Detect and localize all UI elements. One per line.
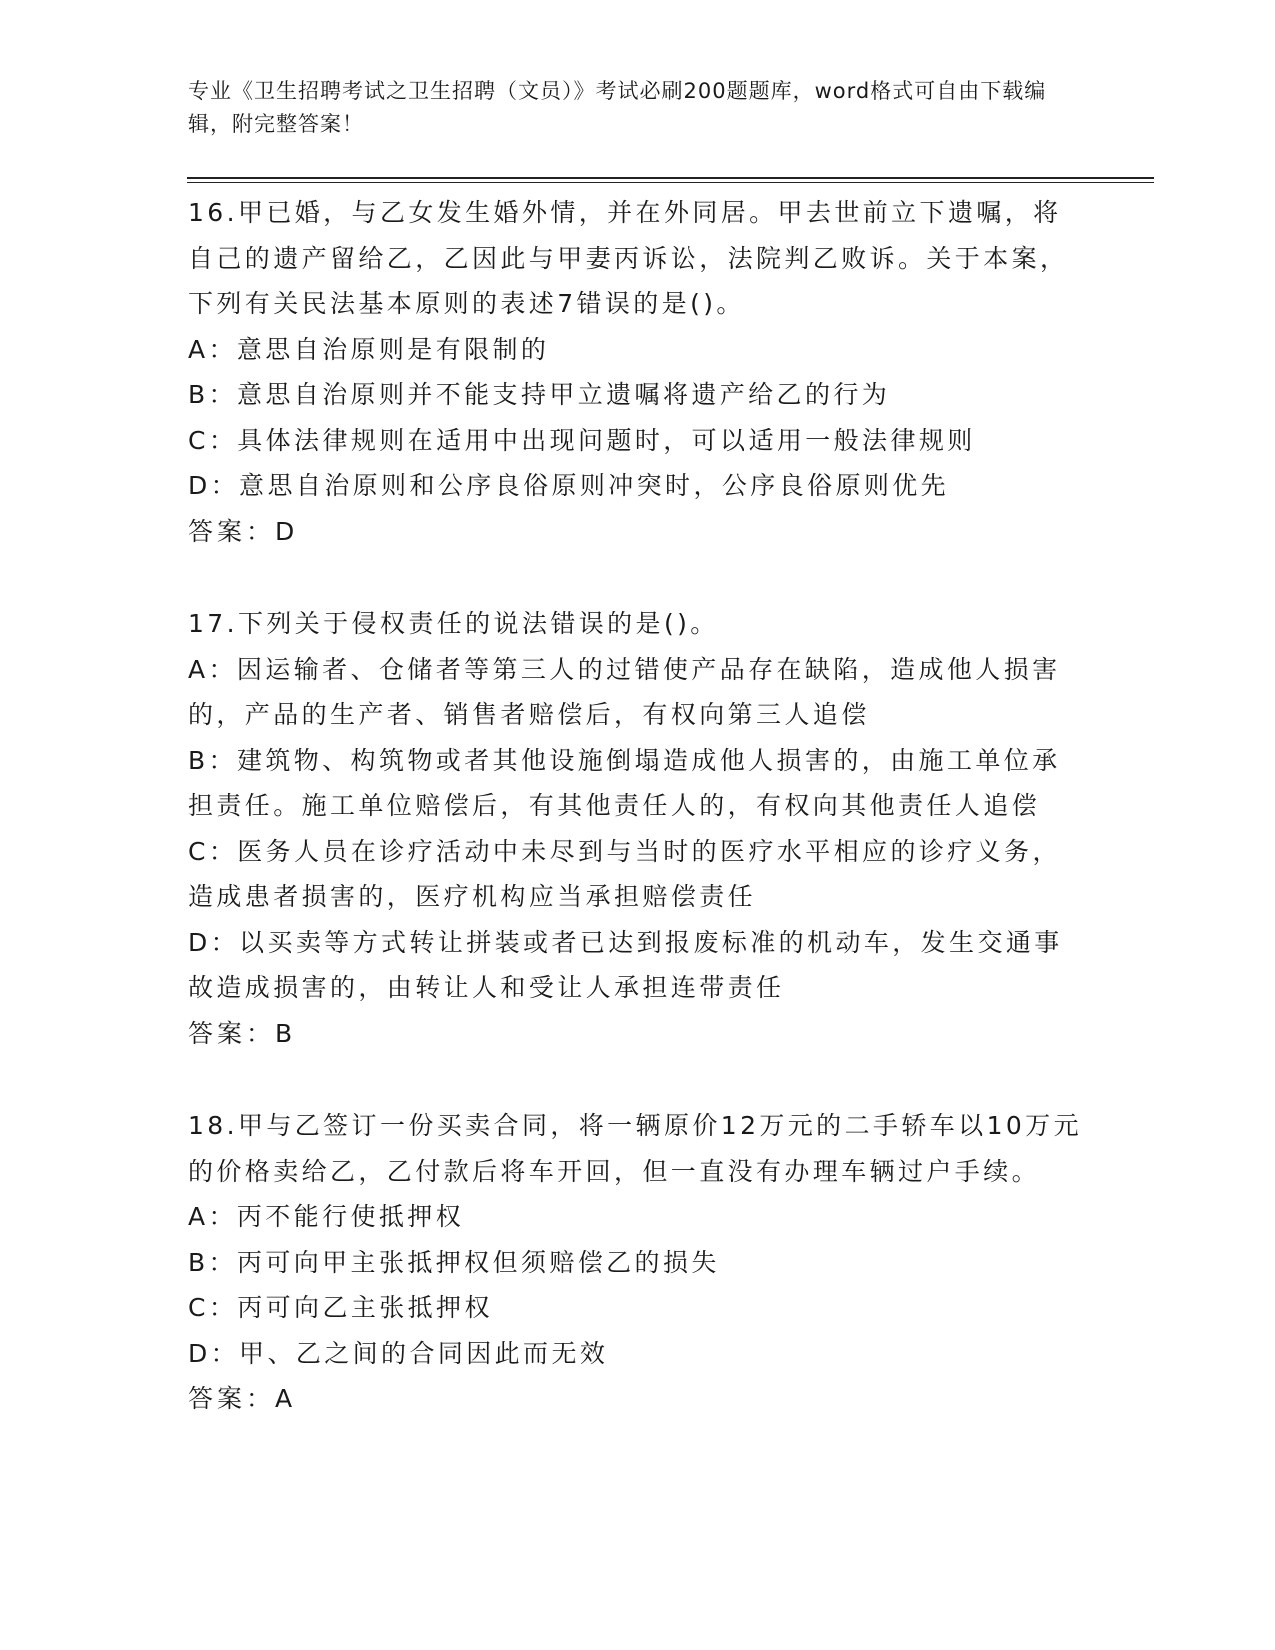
answer-line — [188, 1011, 1088, 1057]
question-16 — [188, 190, 1088, 554]
option-b: B：建筑物、构筑物或者其他设施倒塌造成他人损害的，由施工单位承担责任。施工单位赔偿后，有其他责任人的，有权向其他责任人追偿 — [188, 745, 1061, 820]
answer-value: D — [275, 516, 296, 546]
answer-value: A — [275, 1384, 294, 1413]
answer-line — [188, 509, 1088, 555]
option-c: C：医务人员在诊疗活动中未尽到与当时的医疗水平相应的诊疗义务，造成患者损害的，医疗机构应当承担赔偿责任 — [188, 836, 1061, 911]
option-a: A：意思自治原则是有限制的 — [188, 334, 550, 364]
document-header: 专业《卫生招聘考试之卫生招聘（文员）》考试必刷200题题库，word格式可自由下载编辑，附完整答案！ — [188, 79, 1047, 136]
option-a: A：丙不能行使抵押权 — [188, 1202, 465, 1231]
question-stem: 18.甲与乙签订一份买卖合同，将一辆原价12万元的二手轿车以10万元的价格卖给乙，乙付款后将车开回，但一直没有办理车辆过户手续。 — [188, 1111, 1082, 1186]
option-a: A：因运输者、仓储者等第三人的过错使产品存在缺陷，造成他人损害的，产品的生产者、销售者赔偿后，有权向第三人追偿 — [188, 654, 1061, 729]
option-b: B：丙可向甲主张抵押权但须赔偿乙的损失 — [188, 1247, 720, 1277]
answer-line — [188, 1376, 1088, 1422]
option-d: D：甲、乙之间的合同因此而无效 — [188, 1338, 609, 1368]
header-rule-thin — [187, 182, 1154, 183]
answer-label: 答案： — [188, 1384, 276, 1413]
answer-value: B — [275, 1018, 294, 1048]
question-stem: 16.甲已婚，与乙女发生婚外情，并在外同居。甲去世前立下遗嘱，将自己的遗产留给乙，乙因此与甲妻丙诉讼，法院判乙败诉。关于本案，下列有关民法基本原则的表述7错误的是()。 — [188, 198, 1069, 318]
answer-label: 答案： — [188, 516, 276, 546]
question-17 — [188, 601, 1088, 1056]
option-c: C：丙可向乙主张抵押权 — [188, 1293, 493, 1322]
question-list — [188, 190, 1088, 1469]
option-d: D：以买卖等方式转让拼装或者已达到报废标准的机动车，发生交通事故造成损害的，由转让人和受让人承担连带责任 — [188, 927, 1063, 1002]
question-18 — [188, 1103, 1088, 1422]
option-c: C：具体法律规则在适用中出现问题时，可以适用一般法律规则 — [188, 425, 976, 455]
option-b: B：意思自治原则并不能支持甲立遗嘱将遗产给乙的行为 — [188, 380, 891, 409]
header-rule-thick — [187, 177, 1154, 179]
question-stem: 17.下列关于侵权责任的说法错误的是()。 — [188, 609, 719, 638]
option-d: D：意思自治原则和公序良俗原则冲突时，公序良俗原则优先 — [188, 471, 950, 500]
answer-label: 答案： — [188, 1018, 276, 1048]
